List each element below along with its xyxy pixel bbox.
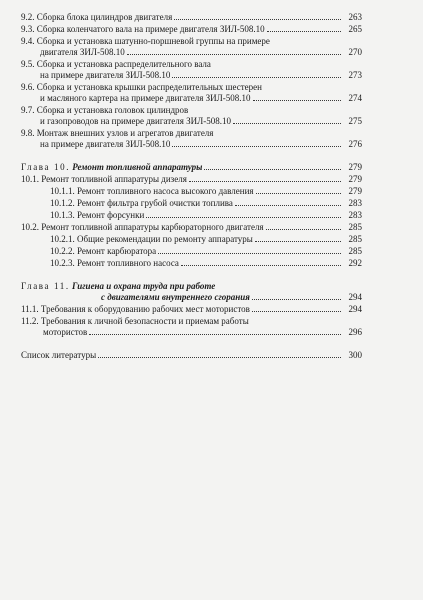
dot-leader <box>158 253 341 254</box>
chapter-title: Ремонт топливной аппаратуры <box>72 162 203 172</box>
toc-page-number: 279 <box>348 186 362 196</box>
dot-leader <box>172 146 341 147</box>
dot-leader <box>235 205 341 206</box>
toc-entry[interactable] <box>21 36 362 58</box>
toc-entry[interactable] <box>21 12 362 23</box>
dot-leader <box>253 100 341 101</box>
toc-page-number: 292 <box>348 258 362 268</box>
toc-entry-title: 10.2.1. Общие рекомендации по ремонту аппаратуры <box>50 234 253 244</box>
toc-entry-title: и масляного картера на примере двигателя ЗИЛ-508.10 <box>40 93 251 103</box>
toc-entry[interactable] <box>21 59 362 81</box>
toc-entry-title: Список литературы <box>21 350 97 360</box>
chapter-11-heading[interactable] <box>21 281 362 303</box>
toc-entry-title-line: 9.7. Сборка и установка головок цилиндров <box>21 105 189 115</box>
toc-page-number: 283 <box>348 198 362 208</box>
toc-entry[interactable] <box>21 128 362 150</box>
toc-entry-title: 10.2. Ремонт топливной аппаратуры карбюраторного двигателя <box>21 222 264 232</box>
toc-page-number: 300 <box>348 350 362 360</box>
toc-page-number: 294 <box>348 292 362 302</box>
dot-leader <box>266 229 341 230</box>
dot-leader <box>127 54 341 55</box>
toc-entry-title: 10.2.3. Ремонт топливного насоса <box>50 258 179 268</box>
toc-entry-title: 10.1.3. Ремонт форсунки <box>50 210 145 220</box>
toc-entry-title-line: 9.8. Монтаж внешних узлов и агрегатов двигателя <box>21 128 214 138</box>
toc-entry-title: мотористов <box>43 327 88 337</box>
toc-entry-title-line: 9.4. Сборка и установка шатунно-поршневой группы на примере <box>21 36 270 46</box>
toc-entry[interactable] <box>21 258 362 269</box>
toc-entry-title: двигателя ЗИЛ-508.10 <box>40 47 125 57</box>
dot-leader <box>98 357 341 358</box>
toc-entry-title: на примере двигателя ЗИЛ-508.10 <box>40 70 171 80</box>
toc-page-number: 294 <box>348 304 362 314</box>
toc-entry-title: 11.1. Требования к оборудованию рабочих мест мотористов <box>21 304 250 314</box>
chapter-10-heading[interactable] <box>21 162 362 173</box>
dot-leader <box>181 265 341 266</box>
chapter-title: Гигиена и охрана труда при работе <box>71 281 216 291</box>
dot-leader <box>252 299 341 300</box>
toc-entry[interactable] <box>21 222 362 233</box>
dot-leader <box>233 123 341 124</box>
toc-page-number: 275 <box>348 116 362 126</box>
toc-entry[interactable] <box>21 82 362 104</box>
dot-leader <box>89 334 341 335</box>
toc-page-number: 283 <box>348 210 362 220</box>
toc-page-number: 276 <box>348 139 362 149</box>
chapter-title-continued: с двигателями внутреннего сгорания <box>101 292 250 302</box>
dot-leader <box>146 217 341 218</box>
dot-leader <box>255 241 341 242</box>
toc-page-number: 285 <box>348 246 362 256</box>
toc-entry[interactable] <box>21 316 362 338</box>
toc-entry-title: 10.1.2. Ремонт фильтра грубой очистки топлива <box>50 198 233 208</box>
toc-page-number: 279 <box>348 174 362 184</box>
dot-leader <box>267 31 341 32</box>
toc-entry-title: 10.2.2. Ремонт карбюратора <box>50 246 157 256</box>
toc-page-number: 274 <box>348 93 362 103</box>
toc-entry-title: 9.2. Сборка блока цилиндров двигателя <box>21 12 173 22</box>
toc-page-number: 270 <box>348 47 362 57</box>
toc-page-number: 285 <box>348 234 362 244</box>
toc-page-number: 265 <box>348 24 362 34</box>
toc-page-number: 279 <box>348 162 362 172</box>
toc-entry[interactable] <box>21 234 362 245</box>
toc-page-number: 263 <box>348 12 362 22</box>
dot-leader <box>204 169 341 170</box>
toc-entry[interactable] <box>21 198 362 209</box>
toc-page-number: 285 <box>348 222 362 232</box>
toc-entry-title-line: 9.6. Сборка и установка крышки распределительных шестерен <box>21 82 262 92</box>
toc-page-number: 273 <box>348 70 362 80</box>
toc-entry[interactable] <box>21 24 362 35</box>
toc-entry[interactable] <box>21 210 362 221</box>
toc-entry-title: 10.1.1. Ремонт топливного насоса высокого давления <box>50 186 254 196</box>
dot-leader <box>252 311 341 312</box>
toc-entry[interactable] <box>21 105 362 127</box>
dot-leader <box>189 181 341 182</box>
toc-entry[interactable] <box>21 246 362 257</box>
toc-entry-title: и газопроводов на примере двигателя ЗИЛ-508.10 <box>40 116 231 126</box>
toc-page-number: 296 <box>348 327 362 337</box>
dot-leader <box>172 77 341 78</box>
toc-entry[interactable] <box>21 304 362 315</box>
dot-leader <box>174 19 341 20</box>
chapter-label: Глава 11. <box>21 281 70 291</box>
toc-entry-title: 10.1. Ремонт топливной аппаратуры дизеля <box>21 174 187 184</box>
toc-entry[interactable] <box>21 186 362 197</box>
dot-leader <box>256 193 341 194</box>
toc-entry-references[interactable] <box>21 350 362 361</box>
toc-entry-title: 9.3. Сборка коленчатого вала на примере двигателя ЗИЛ-508.10 <box>21 24 265 34</box>
table-of-contents <box>21 12 362 362</box>
toc-entry-title-line: 9.5. Сборка и установка распределительного вала <box>21 59 211 69</box>
toc-entry[interactable] <box>21 174 362 185</box>
toc-entry-title-line: 11.2. Требования к личной безопасности и приемам работы <box>21 316 249 326</box>
toc-entry-title: на примере двигателя ЗИЛ-508.10 <box>40 139 171 149</box>
chapter-label: Глава 10. <box>21 162 71 172</box>
